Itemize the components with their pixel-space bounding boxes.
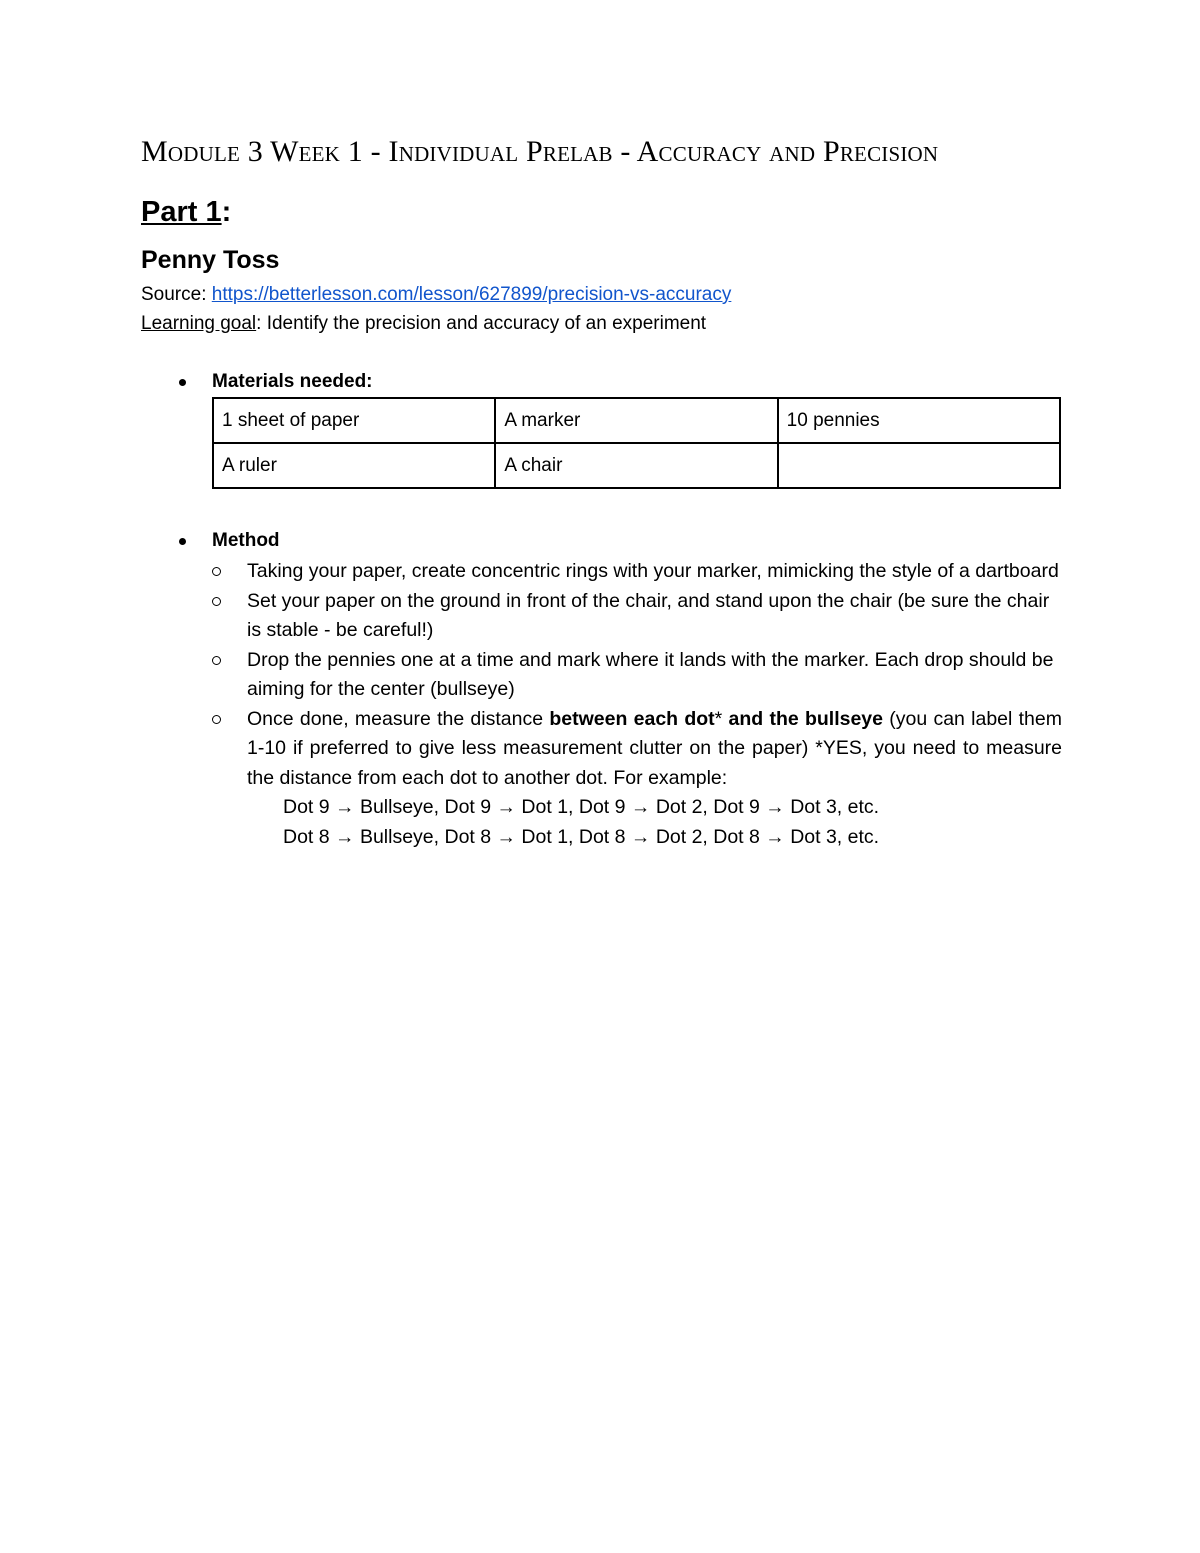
step-text: Drop the pennies one at a time and mark where it lands with the marker. Each drop should be aiming for the center (bullseye) (247, 648, 1054, 700)
table-row (213, 398, 1060, 443)
table-cell (778, 443, 1060, 488)
step-text: Taking your paper, create concentric rings with your marker, mimicking the style of a dartboard (247, 560, 1059, 582)
document-title: Module 3 Week 1 - Individual Prelab - Accuracy and Precision (141, 135, 939, 168)
source-line (141, 283, 731, 307)
hollow-bullet-icon (212, 567, 221, 576)
method-label: Method (212, 530, 280, 551)
table-cell: A ruler (213, 443, 495, 488)
table-cell: A marker (495, 398, 777, 443)
part-heading (141, 194, 231, 230)
step-text-bold: and the bullseye (728, 707, 883, 730)
example-line: Dot 9 → Bullseye, Dot 9 → Dot 1, Dot 9 → Dot 2, Dot 9 → Dot 3, etc. (283, 796, 880, 818)
method-step (212, 646, 1062, 705)
learning-goal-line (141, 312, 706, 336)
table-cell: A chair (495, 443, 777, 488)
method-step (212, 587, 1062, 646)
example-line: Dot 8 → Bullseye, Dot 8 → Dot 1, Dot 8 → Dot 2, Dot 8 → Dot 3, etc. (283, 825, 880, 848)
method-step (212, 705, 1062, 794)
method-steps (212, 557, 1062, 852)
method-step (212, 557, 1062, 587)
materials-table (212, 397, 1061, 489)
materials-label: Materials needed: (212, 371, 373, 392)
step-text-post: (you can label them 1-10 if preferred to give less measurement clutter on the paper) *YES, you need to measure the distance from each dot to another dot. For example: (247, 707, 1062, 789)
hollow-bullet-icon (212, 597, 221, 606)
section-heading: Penny Toss (141, 246, 280, 274)
learning-goal-label: Learning goal (141, 313, 257, 334)
hollow-bullet-icon (212, 656, 221, 665)
step-text-mid: * (714, 707, 729, 730)
bullet-icon (179, 379, 186, 386)
source-label: Source: (141, 284, 212, 305)
part-suffix: : (221, 196, 232, 228)
step-text-pre: Once done, measure the distance (247, 707, 550, 730)
learning-goal-text: : Identify the precision and accuracy of an experiment (256, 313, 707, 334)
source-link[interactable]: https://betterlesson.com/lesson/627899/precision-vs-accuracy (211, 284, 732, 305)
table-cell: 10 pennies (778, 398, 1060, 443)
table-row (213, 443, 1060, 488)
step-text-bold: between each dot (549, 707, 715, 730)
bullet-icon (179, 538, 186, 545)
step-text: Set your paper on the ground in front of the chair, and stand upon the chair (be sure the chair is stable - be careful!) (247, 589, 1050, 641)
part-label: Part 1 (141, 196, 222, 228)
table-cell: 1 sheet of paper (213, 398, 495, 443)
hollow-bullet-icon (212, 715, 221, 724)
